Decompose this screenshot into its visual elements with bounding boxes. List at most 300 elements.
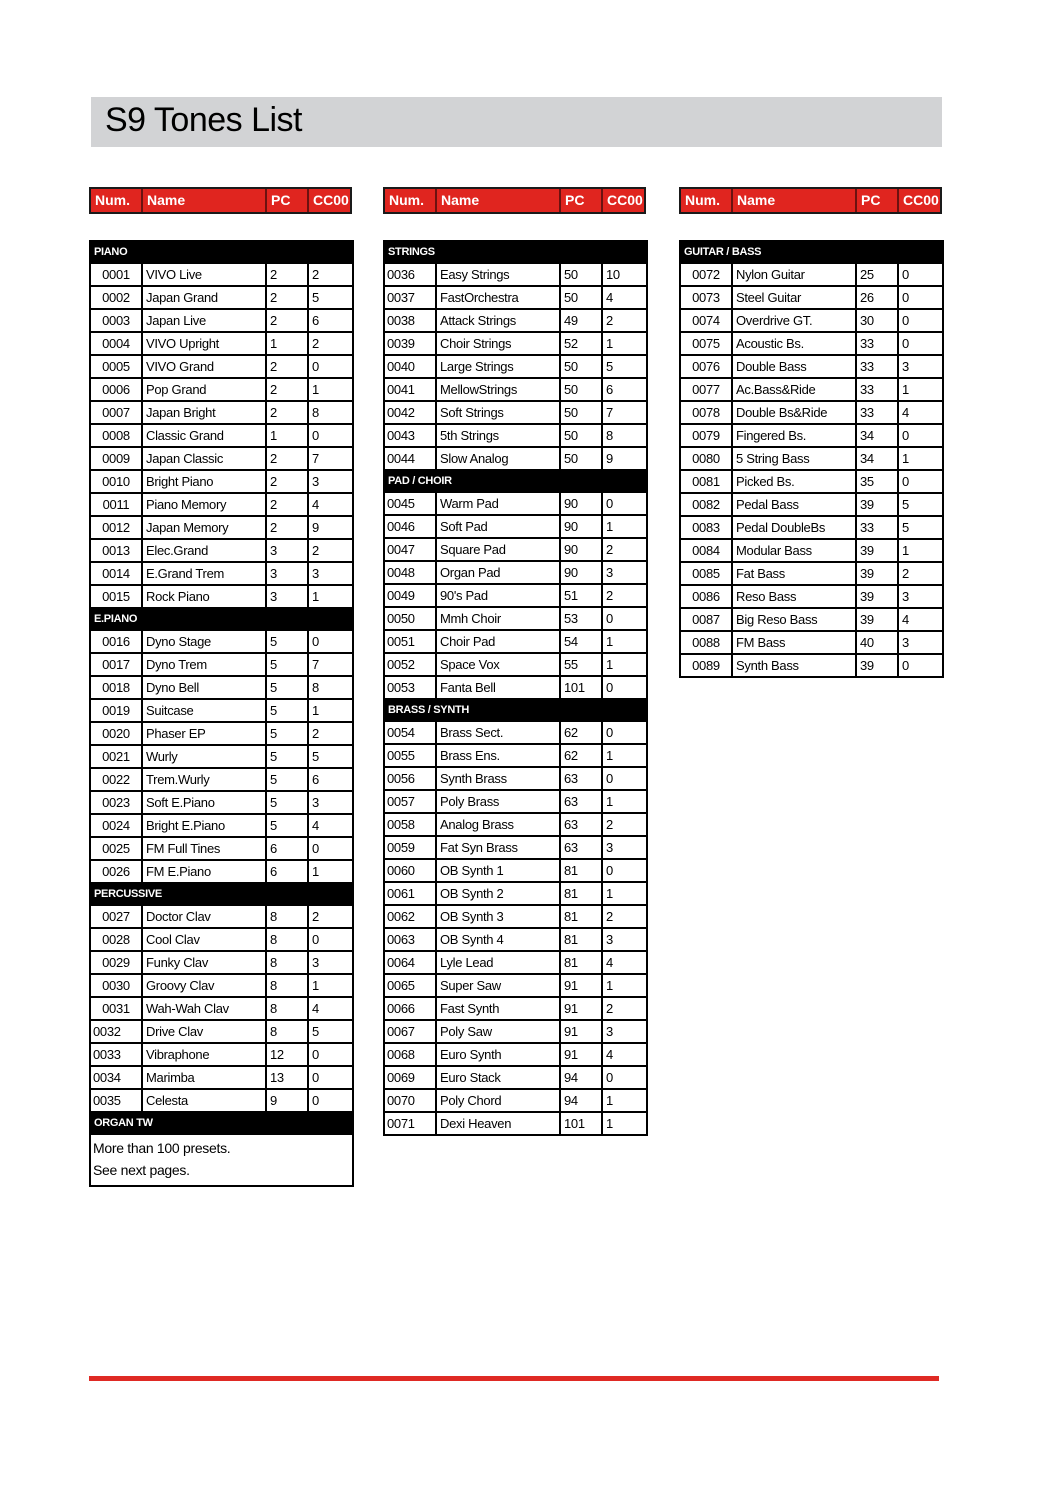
tones-column-1	[89, 187, 352, 1187]
tone-row	[680, 493, 943, 516]
header-name: Name	[437, 189, 561, 212]
tone-number: 0027	[90, 905, 142, 928]
tone-number: 0028	[90, 928, 142, 951]
tone-pc: 94	[560, 1089, 602, 1112]
header-num: Num.	[681, 189, 733, 212]
tone-name: Pedal Bass	[732, 493, 856, 516]
tone-number: 0012	[90, 516, 142, 539]
tone-cc00: 3	[898, 631, 943, 654]
tone-number: 0072	[680, 263, 732, 286]
tone-number: 0030	[90, 974, 142, 997]
tone-row	[384, 263, 647, 286]
tone-number: 0037	[384, 286, 436, 309]
tone-number: 0088	[680, 631, 732, 654]
tone-name: Brass Sect.	[436, 721, 560, 744]
tone-name: Ac.Bass&Ride	[732, 378, 856, 401]
tone-row	[384, 974, 647, 997]
tone-row	[90, 1020, 353, 1043]
tone-cc00: 0	[308, 355, 353, 378]
tone-name: Double Bass	[732, 355, 856, 378]
tone-pc: 1	[266, 332, 308, 355]
tone-number: 0008	[90, 424, 142, 447]
tone-name: Marimba	[142, 1066, 266, 1089]
tone-cc00: 3	[602, 561, 647, 584]
tone-row	[90, 699, 353, 722]
header-cc00: CC00	[903, 192, 939, 208]
tone-name: Euro Synth	[436, 1043, 560, 1066]
tone-name: Choir Pad	[436, 630, 560, 653]
tone-number: 0032	[90, 1020, 142, 1043]
tone-row	[90, 1043, 353, 1066]
tone-cc00: 0	[898, 332, 943, 355]
tone-cc00: 2	[308, 539, 353, 562]
tone-name: Piano Memory	[142, 493, 266, 516]
tone-pc: 8	[266, 951, 308, 974]
page-title: S9 Tones List	[105, 101, 303, 139]
tone-pc: 39	[856, 493, 898, 516]
tone-cc00: 0	[308, 1043, 353, 1066]
tone-pc: 101	[560, 1112, 602, 1135]
tone-name: Classic Grand	[142, 424, 266, 447]
tone-name: Soft E.Piano	[142, 791, 266, 814]
tone-name: Wah-Wah Clav	[142, 997, 266, 1020]
tone-row	[90, 791, 353, 814]
tone-cc00: 7	[308, 447, 353, 470]
tone-cc00: 5	[308, 1020, 353, 1043]
tone-number: 0025	[90, 837, 142, 860]
tone-name: Funky Clav	[142, 951, 266, 974]
tone-pc: 5	[266, 653, 308, 676]
tone-cc00: 0	[308, 837, 353, 860]
tone-name: MellowStrings	[436, 378, 560, 401]
tone-row	[384, 859, 647, 882]
tone-number: 0051	[384, 630, 436, 653]
tone-number: 0048	[384, 561, 436, 584]
tones-table	[679, 240, 944, 678]
tone-pc: 39	[856, 562, 898, 585]
tone-name: Dexi Heaven	[436, 1112, 560, 1135]
tone-pc: 26	[856, 286, 898, 309]
tone-pc: 8	[266, 928, 308, 951]
tone-number: 0022	[90, 768, 142, 791]
tone-pc: 5	[266, 791, 308, 814]
tone-cc00: 6	[602, 378, 647, 401]
tone-cc00: 6	[308, 309, 353, 332]
tone-cc00: 3	[308, 470, 353, 493]
section-header	[90, 241, 353, 263]
tone-pc: 33	[856, 332, 898, 355]
tone-number: 0042	[384, 401, 436, 424]
tone-name: Japan Live	[142, 309, 266, 332]
tone-number: 0084	[680, 539, 732, 562]
tones-column-2	[383, 187, 646, 1136]
tone-cc00: 2	[308, 332, 353, 355]
tone-row	[90, 562, 353, 585]
tone-pc: 5	[266, 722, 308, 745]
tone-pc: 8	[266, 974, 308, 997]
tone-row	[384, 630, 647, 653]
tone-name: Fat Syn Brass	[436, 836, 560, 859]
tone-cc00: 0	[602, 607, 647, 630]
tone-cc00: 3	[898, 355, 943, 378]
tone-pc: 2	[266, 263, 308, 286]
tone-name: VIVO Grand	[142, 355, 266, 378]
tone-cc00: 3	[898, 585, 943, 608]
tone-pc: 63	[560, 790, 602, 813]
tone-number: 0029	[90, 951, 142, 974]
tones-table	[383, 240, 648, 1136]
tone-name: Doctor Clav	[142, 905, 266, 928]
tone-row	[384, 676, 647, 699]
tone-row	[384, 836, 647, 859]
tone-cc00: 2	[308, 263, 353, 286]
tone-name: Super Saw	[436, 974, 560, 997]
tone-number: 0041	[384, 378, 436, 401]
tone-pc: 6	[266, 837, 308, 860]
title-bar	[91, 97, 942, 147]
tone-pc: 33	[856, 401, 898, 424]
tone-pc: 81	[560, 905, 602, 928]
tone-name: Brass Ens.	[436, 744, 560, 767]
tone-cc00: 1	[602, 744, 647, 767]
tone-number: 0056	[384, 767, 436, 790]
tone-row	[90, 1066, 353, 1089]
tone-row	[90, 860, 353, 883]
tone-number: 0064	[384, 951, 436, 974]
tone-name: Japan Classic	[142, 447, 266, 470]
tone-cc00: 5	[898, 493, 943, 516]
tone-row	[384, 355, 647, 378]
tone-number: 0085	[680, 562, 732, 585]
tone-cc00: 7	[602, 401, 647, 424]
tone-number: 0010	[90, 470, 142, 493]
section-title: BRASS / SYNTH	[384, 699, 647, 721]
tone-name: Fanta Bell	[436, 676, 560, 699]
tone-name: Poly Saw	[436, 1020, 560, 1043]
tone-number: 0070	[384, 1089, 436, 1112]
tone-name: Attack Strings	[436, 309, 560, 332]
tone-pc: 3	[266, 539, 308, 562]
tone-number: 0089	[680, 654, 732, 677]
tone-name: Modular Bass	[732, 539, 856, 562]
tone-name: Fast Synth	[436, 997, 560, 1020]
tone-cc00: 0	[308, 1066, 353, 1089]
tone-row	[384, 928, 647, 951]
tone-name: Fingered Bs.	[732, 424, 856, 447]
section-title: PIANO	[90, 241, 353, 263]
tone-pc: 62	[560, 721, 602, 744]
tone-row	[680, 585, 943, 608]
tone-cc00: 0	[898, 470, 943, 493]
tone-number: 0024	[90, 814, 142, 837]
tone-name: Bright E.Piano	[142, 814, 266, 837]
tone-pc: 91	[560, 997, 602, 1020]
tone-cc00: 1	[898, 539, 943, 562]
column-header-bar	[679, 187, 942, 214]
tone-number: 0044	[384, 447, 436, 470]
tone-pc: 2	[266, 309, 308, 332]
tone-row	[680, 332, 943, 355]
tone-number: 0015	[90, 585, 142, 608]
tone-number: 0026	[90, 860, 142, 883]
tone-number: 0066	[384, 997, 436, 1020]
tone-pc: 8	[266, 905, 308, 928]
tone-cc00: 2	[898, 562, 943, 585]
tone-cc00: 1	[308, 378, 353, 401]
tone-cc00: 5	[898, 516, 943, 539]
tone-number: 0055	[384, 744, 436, 767]
tone-number: 0071	[384, 1112, 436, 1135]
tone-cc00: 5	[308, 286, 353, 309]
tone-row	[680, 378, 943, 401]
tone-pc: 33	[856, 355, 898, 378]
tone-name: Synth Bass	[732, 654, 856, 677]
tone-row	[680, 631, 943, 654]
tone-row	[384, 286, 647, 309]
tone-name: Mmh Choir	[436, 607, 560, 630]
tone-row	[90, 951, 353, 974]
tone-row	[384, 584, 647, 607]
tone-row	[90, 332, 353, 355]
tone-pc: 25	[856, 263, 898, 286]
tone-cc00: 0	[602, 859, 647, 882]
tone-row	[384, 721, 647, 744]
tone-number: 0038	[384, 309, 436, 332]
tone-pc: 33	[856, 378, 898, 401]
tone-pc: 2	[266, 516, 308, 539]
tone-number: 0076	[680, 355, 732, 378]
tone-number: 0069	[384, 1066, 436, 1089]
tone-row	[90, 745, 353, 768]
tone-pc: 5	[266, 768, 308, 791]
tone-cc00: 0	[602, 767, 647, 790]
tone-cc00: 1	[308, 585, 353, 608]
tone-cc00: 0	[602, 676, 647, 699]
tone-row	[90, 516, 353, 539]
tone-number: 0018	[90, 676, 142, 699]
tone-cc00: 4	[308, 493, 353, 516]
tone-cc00: 2	[308, 722, 353, 745]
tone-name: Euro Stack	[436, 1066, 560, 1089]
tone-name: VIVO Live	[142, 263, 266, 286]
tone-number: 0054	[384, 721, 436, 744]
tone-name: 90's Pad	[436, 584, 560, 607]
tone-name: Pop Grand	[142, 378, 266, 401]
tone-cc00: 1	[602, 790, 647, 813]
tone-number: 0043	[384, 424, 436, 447]
tone-pc: 90	[560, 538, 602, 561]
tone-number: 0087	[680, 608, 732, 631]
tone-row	[384, 1020, 647, 1043]
tone-number: 0040	[384, 355, 436, 378]
tone-row	[384, 951, 647, 974]
section-title: E.PIANO	[90, 608, 353, 630]
section-header	[90, 883, 353, 905]
tone-number: 0034	[90, 1066, 142, 1089]
tone-cc00: 2	[308, 905, 353, 928]
tone-pc: 94	[560, 1066, 602, 1089]
tone-name: Poly Brass	[436, 790, 560, 813]
section-title: PAD / CHOIR	[384, 470, 647, 492]
tone-pc: 53	[560, 607, 602, 630]
tone-number: 0046	[384, 515, 436, 538]
tone-name: Vibraphone	[142, 1043, 266, 1066]
tone-pc: 39	[856, 585, 898, 608]
header-name: Name	[143, 189, 267, 212]
tone-pc: 8	[266, 997, 308, 1020]
tone-name: Warm Pad	[436, 492, 560, 515]
tone-row	[384, 1043, 647, 1066]
tone-name: Japan Memory	[142, 516, 266, 539]
tone-name: Easy Strings	[436, 263, 560, 286]
tone-pc: 5	[266, 630, 308, 653]
organ-note	[90, 1134, 353, 1186]
tone-number: 0036	[384, 263, 436, 286]
tone-pc: 35	[856, 470, 898, 493]
tone-row	[680, 654, 943, 677]
tone-name: Phaser EP	[142, 722, 266, 745]
tone-number: 0061	[384, 882, 436, 905]
tone-cc00: 1	[308, 860, 353, 883]
tone-name: Japan Grand	[142, 286, 266, 309]
tone-row	[384, 309, 647, 332]
tone-pc: 13	[266, 1066, 308, 1089]
tone-row	[90, 928, 353, 951]
tone-row	[384, 538, 647, 561]
section-header	[384, 241, 647, 263]
tone-row	[680, 286, 943, 309]
tone-cc00: 1	[308, 974, 353, 997]
tone-row	[680, 447, 943, 470]
header-num: Num.	[385, 189, 437, 212]
tone-pc: 90	[560, 561, 602, 584]
tone-number: 0063	[384, 928, 436, 951]
tone-pc: 33	[856, 516, 898, 539]
tone-cc00: 3	[602, 928, 647, 951]
tone-number: 0049	[384, 584, 436, 607]
tone-number: 0002	[90, 286, 142, 309]
tone-row	[90, 837, 353, 860]
tone-row	[384, 653, 647, 676]
section-header	[90, 608, 353, 630]
tone-name: 5 String Bass	[732, 447, 856, 470]
tone-pc: 2	[266, 401, 308, 424]
tone-cc00: 0	[308, 424, 353, 447]
tone-name: Poly Chord	[436, 1089, 560, 1112]
tone-row	[90, 470, 353, 493]
tone-row	[90, 676, 353, 699]
tone-name: Soft Pad	[436, 515, 560, 538]
tone-row	[384, 424, 647, 447]
tone-number: 0011	[90, 493, 142, 516]
tone-pc: 55	[560, 653, 602, 676]
tone-pc: 91	[560, 1020, 602, 1043]
tone-name: Overdrive GT.	[732, 309, 856, 332]
tone-pc: 40	[856, 631, 898, 654]
tone-row	[384, 905, 647, 928]
tone-row	[90, 378, 353, 401]
tone-row	[384, 378, 647, 401]
tone-pc: 2	[266, 355, 308, 378]
tone-pc: 8	[266, 1020, 308, 1043]
tone-cc00: 6	[308, 768, 353, 791]
tone-pc: 91	[560, 974, 602, 997]
tone-name: Large Strings	[436, 355, 560, 378]
tone-cc00: 4	[602, 951, 647, 974]
tone-row	[680, 516, 943, 539]
footer-red-rule	[89, 1376, 939, 1381]
tone-row	[680, 309, 943, 332]
tone-pc: 2	[266, 470, 308, 493]
tone-cc00: 0	[602, 492, 647, 515]
tone-cc00: 8	[602, 424, 647, 447]
header-cc00: CC00	[607, 192, 643, 208]
tone-pc: 2	[266, 493, 308, 516]
tone-name: Acoustic Bs.	[732, 332, 856, 355]
note-line: See next pages.	[93, 1162, 190, 1178]
tone-number: 0021	[90, 745, 142, 768]
tone-number: 0059	[384, 836, 436, 859]
tone-pc: 9	[266, 1089, 308, 1112]
tone-name: Pedal DoubleBs	[732, 516, 856, 539]
section-header	[384, 699, 647, 721]
tone-cc00: 4	[898, 608, 943, 631]
tone-number: 0016	[90, 630, 142, 653]
tone-row	[680, 424, 943, 447]
tone-cc00: 3	[602, 836, 647, 859]
header-num: Num.	[91, 189, 143, 212]
tone-cc00: 1	[602, 515, 647, 538]
tone-row	[90, 355, 353, 378]
tone-name: Wurly	[142, 745, 266, 768]
tone-cc00: 5	[602, 355, 647, 378]
tone-cc00: 8	[308, 401, 353, 424]
section-header	[384, 470, 647, 492]
tone-number: 0014	[90, 562, 142, 585]
tone-number: 0057	[384, 790, 436, 813]
tone-row	[384, 561, 647, 584]
tone-number: 0035	[90, 1089, 142, 1112]
tones-table	[89, 240, 354, 1187]
tone-number: 0031	[90, 997, 142, 1020]
tone-number: 0047	[384, 538, 436, 561]
tone-row	[90, 814, 353, 837]
tone-name: Analog Brass	[436, 813, 560, 836]
tone-pc: 101	[560, 676, 602, 699]
tone-number: 0073	[680, 286, 732, 309]
tone-name: Double Bs&Ride	[732, 401, 856, 424]
tone-name: Drive Clav	[142, 1020, 266, 1043]
tone-cc00: 0	[898, 309, 943, 332]
tone-pc: 90	[560, 492, 602, 515]
tone-cc00: 1	[898, 447, 943, 470]
column-header-bar	[89, 187, 352, 214]
tone-number: 0033	[90, 1043, 142, 1066]
tone-number: 0005	[90, 355, 142, 378]
tone-pc: 34	[856, 447, 898, 470]
tone-row	[90, 263, 353, 286]
tone-number: 0023	[90, 791, 142, 814]
tone-cc00: 1	[602, 882, 647, 905]
tone-name: Lyle Lead	[436, 951, 560, 974]
tone-number: 0050	[384, 607, 436, 630]
tone-pc: 5	[266, 699, 308, 722]
tone-number: 0077	[680, 378, 732, 401]
tone-number: 0080	[680, 447, 732, 470]
tone-number: 0007	[90, 401, 142, 424]
tone-number: 0004	[90, 332, 142, 355]
organ-note-row	[90, 1134, 353, 1186]
